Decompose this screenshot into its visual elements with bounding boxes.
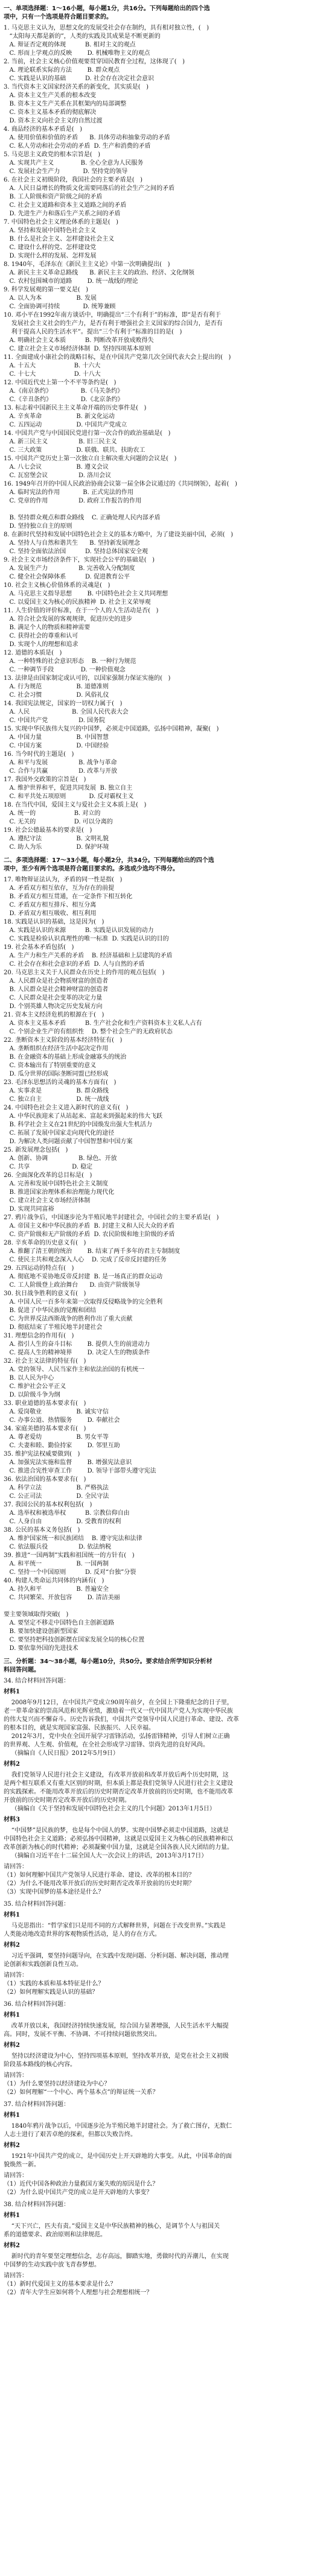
text-line: 老一辈革命家的崇高风范和光辉业绩，激励着一代又一代中国共产党人为实现中华民族 [4, 1708, 233, 1715]
text-line: C. 资本输出有了特别重要的意义 [4, 1062, 97, 1069]
section-heading: 项中，至少有两个选项是符合题目要求的。多选或少选均不得分。 [4, 866, 179, 872]
text-line: A. 党的领导、人民当家作主和依法治国的有机统一 [4, 1366, 145, 1373]
text-line: C. 社会习惯 D. 风俗礼仪 [4, 692, 109, 699]
text-line: D. 实现共同富裕 [4, 1206, 54, 1213]
text-line: D. 坚持独立自主的原则 [4, 523, 72, 530]
text-line: C. 夫妻和睦、勤俭持家 D. 邻里互助 [4, 1442, 120, 1449]
text-line: 利于提高人民的生活水平”。提出“三个有利于”标准的目的是( ) [4, 329, 182, 335]
text-line: A. 垄断组织在经济生活中起决定作用 [4, 1045, 109, 1052]
text-line: A. 一种特殊的社会意识形态 B. 一种行为规范 [4, 658, 136, 665]
text-line: A. 行为规范 B. 道德准则 [4, 684, 109, 690]
text-line: 15. 实现中华民族伟大复兴的中国梦，必须走中国道路，弘扬中国精神，凝聚( ) [4, 726, 219, 732]
text-line: A. 矛盾双方相互依存，互为存在的前提 [4, 885, 115, 892]
section-heading: 料回答问题。 [4, 1667, 40, 1673]
text-line: 11. 人生价值的评价标准，在于一个人的人生活动是否( ) [4, 608, 159, 614]
text-line: A. 统一的 B. 对立的 [4, 810, 101, 817]
text-line: A. 坚持和发展中国特色社会主义 [4, 227, 97, 234]
text-line: A. 科学立法 B. 严格执法 [4, 1485, 109, 1491]
text-line: D. 彻底结束了半殖民地半封建社会 [4, 1324, 103, 1331]
text-line: C. 农村包围城市的道路 D. 统一战线的理论 [4, 278, 138, 285]
text-line: C. 助人为乐 D. 保护环境 [4, 844, 109, 851]
section-heading: 一、单项选择题：1～16小题，每小题1分，共16分。下列每题给出的四个选 [4, 5, 210, 12]
text-line: A. 创新、协调 B. 绿色、开放 [4, 1155, 117, 1162]
text-line: 19. 社会公德最基本的要求是( ) [4, 827, 92, 834]
text-line: 17. 我国外交政策的宗旨是( ) [4, 776, 86, 783]
text-line: C. 建立社会主义市场经济体制 [4, 1198, 91, 1204]
text-line: 1. 马克思主义认为，思想文化的发展受社会存在制约，具有相对独立性，( ) [4, 25, 209, 31]
text-line: B. 矛盾双方相互贯通，在一定条件下相互转化 [4, 893, 133, 900]
text-line: 新时代的青年要坚定理想信念，志存高远，脚踏实地，勇做时代的弄潮儿，在实现 [4, 2253, 229, 2260]
text-line: A. 八七会议 B. 遵义会议 [4, 464, 109, 471]
text-line: D. 先进生产力和落后生产关系之间的矛盾 [4, 211, 121, 217]
text-line: 35. 维护宪法权威要做到( ) [4, 1451, 80, 1458]
text-line: （摘编自习近平在十二届全国人大一次会议上的讲话，2013年3月17日） [4, 1853, 208, 1859]
text-line: C. 人民群众是社会变革的决定力量 [4, 995, 103, 1001]
text-line: A. 以人为本 B. 发展 [4, 295, 97, 302]
text-line: A. 人民日益增长的物质文化需要同落后的社会生产之间的矛盾 [4, 185, 175, 192]
text-line: 要主要领域取得突破( ) [4, 1611, 69, 1618]
text-line: 14. 中国共产党与中国国民党进行第一次合作的政治基础是( ) [4, 430, 171, 437]
text-line: 37. 我国公民的基本权利包括( ) [4, 1502, 92, 1508]
text-line: C. 拓展了发展中国家走向现代化的途径 [4, 1130, 115, 1137]
text-line: 2008年9月12日，在中国共产党成立90周年前夕，在全国上下隆重纪念的日子里， [4, 1699, 233, 1706]
text-line: 8. 在新时代坚持和发展中国特色社会主义的基本方略中，为了建设美丽中国，必须( ) [4, 531, 234, 538]
text-line: 坚持以经济建设为中心，坚持四项基本原则，坚持改革开放，是党在社会主义初级 [4, 2053, 229, 2060]
text-line: A. 爱岗敬业 B. 诚实守信 [4, 1409, 109, 1415]
text-line: D. 要依靠外国的先进技术 [4, 1645, 78, 1652]
text-line: 开放前的历史时期否定改革开放后的历史时期。 [4, 1797, 130, 1804]
section-heading: 三、分析题：34～38小题，每小题10分，共50分。要求结合所学知识分析材 [4, 1658, 212, 1665]
text-line: C. 资产阶级和无产阶级的矛盾 D. 农民阶级和地主阶级的矛盾 [4, 1231, 175, 1238]
text-line: B. 什么是社会主义、怎样建设社会主义 [4, 236, 115, 243]
text-line: “天下兴亡，匹夫有责。”爱国主义是中华民族精神的核心，是调节个人与祖国关 [4, 2223, 220, 2230]
text-line: C. 实践是认识的基础 D. 社会存在决定社会意识 [4, 75, 154, 82]
text-line: D. 实现什么样的发展、怎样发展 [4, 253, 97, 259]
text-line: 26. 全面深化改革的总目标是( ) [4, 1172, 92, 1179]
text-line: （1）如何理解中国共产党领导人民进行革命、建设、改革的根本目的？ [4, 1872, 195, 1879]
text-line: C. 党章的作用 D. 政府工作报告的作用 [4, 498, 142, 504]
text-line: A. 理论联系实际的方法 B. 群众观点 [4, 67, 120, 74]
text-line: B. 科学社会主义在21世纪的中国焕发出强大生机活力 [4, 1121, 152, 1128]
text-line: C. 社会存在和社会意识的矛盾 D. 人与自然的矛盾 [4, 961, 145, 968]
text-line: 20. 马克思主义关于人民群众在历史上的作用的观点包括( ) [4, 969, 165, 976]
text-line: 31. 理想信念的作用有( ) [4, 1333, 74, 1339]
text-line: 12. 道德的本质是( ) [4, 650, 62, 656]
text-line: A. 完善和发展中国特色社会主义制度 [4, 1181, 109, 1187]
text-line: C. 实践是检验认识真理性的唯一标准 D. 实践是认识的目的 [4, 936, 169, 942]
text-line: （2）如何理解“一个中心、两个基本点”的辩证统一关系？ [4, 2089, 159, 2096]
material-label: 材料2 [4, 2142, 20, 2149]
text-line: 1921年中国共产党的成立，是中国历史上开天辟地的大事变。从此，中国革命的面 [4, 2153, 232, 2160]
text-line: A. 符合社会发展的客观规律，促进历史的进步 [4, 616, 133, 623]
text-line: 中国特色社会主义道路；必须弘扬中国精神，这就是以爱国主义为核心的民族精神和以 [4, 1836, 233, 1842]
text-line: C. 维护社会公平正义 [4, 1383, 66, 1390]
material-label: 材料2 [4, 2242, 20, 2249]
section-heading: 二、多项选择题：17～33小题，每小题2分，共34分。下列每题给出的四个选 [4, 857, 214, 864]
text-line: C. 个别企业生产的有组织性 D. 整个社会生产的无政府状态 [4, 1029, 173, 1035]
text-line: A. 中国人民一百多年来第一次取得反侵略战争的完全胜利 [4, 1299, 163, 1305]
text-line: （3）实现中国梦的基本途径是什么？ [4, 1889, 104, 1896]
text-line: 16. 当今时代的主题是( ) [4, 751, 74, 758]
text-line: 10. 社会主义核心价值体系的灵魂是( ) [4, 582, 110, 589]
text-line: A. 指引人生的奋斗目标 B. 提供人生的前进动力 [4, 1341, 150, 1348]
text-line: A. 实践是认识的来源 B. 实践是认识发展的动力 [4, 927, 154, 934]
text-line: C. 要坚持把科技创新摆在国家发展全局的核心位置 [4, 1637, 145, 1643]
text-line: 18. 在当代中国，爱国主义与爱社会主义本质上是( ) [4, 802, 147, 808]
text-line: D. 个别英雄人物决定历史发展方向 [4, 1003, 103, 1010]
text-line: 是两个相互联系又有重大区别的时期，但本质上都是我们党领导人民进行社会主义建设 [4, 1780, 233, 1787]
material-label: 材料3 [4, 1816, 20, 1823]
text-line: （2）为什么不能用改革开放后的历史时期否定改革开放前的历史时期？ [4, 1880, 195, 1887]
text-line: 40. 构建人类命运共同体的内涵有( ) [4, 1578, 104, 1584]
text-line: 7. 中国特色社会主义理论体系的主题是( ) [4, 219, 119, 226]
text-line: 2. 当前，社会主义核心价值观要贯穿国民教育全过程，这体现了( ) [4, 59, 185, 65]
text-line: C. 社会主义道路和资本主义道路之间的矛盾 [4, 202, 127, 209]
text-line: C. 全面协调可持续 D. 统筹兼顾 [4, 303, 116, 310]
text-line: A. 使用价值和价值的矛盾 B. 具体劳动和抽象劳动的矛盾 [4, 135, 170, 141]
text-line: C. 人身自由 D. 受教育的权利 [4, 1518, 121, 1525]
text-line: （1）新时代爱国主义的基本要求是什么？ [4, 2281, 117, 2288]
text-line: （2）为什么说中国共产党的成立是开天辟地的大事变？ [4, 2189, 153, 2196]
text-line: C. 健全社会保障体系 D. 促进教育公平 [4, 574, 130, 580]
text-line: 18. 实践是认识的基础，这是因为( ) [4, 919, 104, 925]
text-line: C. 使民主共和观念深入人心 D. 完成了反帝反封建的任务 [4, 1257, 167, 1263]
text-line: 38. 公民的基本义务包括( ) [4, 1527, 80, 1534]
text-line: 请回答： [4, 2172, 28, 2179]
text-line: 35. 结合材料回答问题： [4, 1901, 70, 1908]
text-line: C. 办事公道、热情服务 D. 奉献社会 [4, 1417, 120, 1424]
text-line: A. 实现共产主义 B. 全心全意为人民服务 [4, 160, 144, 167]
text-line: A. 十五大 B. 十六大 [4, 363, 101, 369]
text-line: 请回答： [4, 1864, 28, 1870]
material-label: 材料1 [4, 2212, 20, 2219]
material-label: 材料1 [4, 2012, 20, 2019]
text-line: 的实践探索。不能用改革开放后的历史时期否定改革开放前的历史时期，也不能用改革 [4, 1789, 233, 1795]
text-line: 9. 科学发展观的第一要义是( ) [4, 287, 89, 293]
text-line: C. 建立社会主义市场经济体制 D. 坚持四项基本原则 [4, 346, 151, 352]
text-line: C. 共同繁荣、开放包容 D. 清洁美丽 [4, 1594, 120, 1601]
text-line: A. 彻底地不妥协地反帝反封建 B. 是一场真正的群众运动 [4, 1274, 163, 1280]
text-line: A. 发展生产力 B. 完善收入分配制度 [4, 565, 135, 572]
text-line: 15. 中国共产党历史上第一次独立自主解决重大问题的会议是( ) [4, 455, 177, 462]
text-line: A. 辩证否定观的体现 B. 相对主义的观点 [4, 42, 136, 48]
text-line: 13. 标志着中国新民主主义革命开端的历史事件是( ) [4, 405, 147, 411]
text-line: D. 瓜分世界的国际垄断同盟已经形成 [4, 1071, 109, 1077]
text-line: 23. 毛泽东思想活的灵魂的基本方面有( ) [4, 1079, 117, 1086]
text-line: A.《南京条约》 B.《马关条约》 [4, 388, 124, 395]
text-line: C. 瓦窑堡会议 D. 洛川会议 [4, 472, 112, 479]
text-line: A. 资本主义生产关系的根本改变 [4, 92, 97, 99]
text-line: 请回答： [4, 2072, 28, 2079]
text-line: C. 提高人生的精神境界 D. 决定人生的物质条件 [4, 1350, 150, 1356]
text-line: 习近平强调，要坚持问题导向，在实践中发现问题、分析问题、解决问题，推动理 [4, 1953, 229, 1959]
text-line: D. 为解决人类问题贡献了中国智慧和中国方案 [4, 1138, 133, 1145]
text-line: 马克思指出：“哲学家们只是用不同的方式解释世界，问题在于改变世界。”实践是 [4, 1923, 226, 1929]
text-line: C. 坚持一个中国原则 D. 反对“台独”分裂 [4, 1569, 136, 1576]
text-line: A. 临时宪法的作用 B. 正式宪法的作用 [4, 489, 133, 496]
text-line: A. 实事求是 B. 群众路线 [4, 1088, 109, 1094]
text-line: 16. 1949年召开的中国人民政治协商会议第一届全体会议通过的《共同纲领》，起着( ) [4, 481, 237, 487]
text-line: D. 矛盾双方相互吸收、相互利用 [4, 910, 97, 917]
text-line: A. 坚持人与自然和谐共生 B. 坚持新发展理念 [4, 540, 140, 547]
text-line: （2）青年大学生应如何将个人理想与社会理想相统一？ [4, 2289, 153, 2296]
text-line: 39. 推进“一国两制”实践和祖国统一的方针有( ) [4, 1552, 135, 1559]
text-line: B. 满足个人的物质和精神需要 [4, 624, 91, 631]
text-line: A. 辛亥革命 B. 新文化运动 [4, 413, 115, 420]
text-line: A. 加强宪法实施和监督 B. 增强宪法意识 [4, 1459, 132, 1466]
text-line: （1）实践的本质和基本特征是什么？ [4, 1981, 104, 1987]
text-line: A. 人民 B. 全国人民代表大会 [4, 709, 129, 715]
text-line: C. 推进合宪性审查工作 D. 领导干部带头遵守宪法 [4, 1468, 156, 1474]
text-line: 改革开放以来，我国经济持续快速发展，综合国力显著增强，人民生活水平大幅提 [4, 2023, 229, 2029]
material-label: 材料1 [4, 1912, 20, 1918]
text-line: 的伟大复兴而不懈奋斗。历史告诉我们，中国共产党领导中国人民进行革命、建设、改革 [4, 1716, 239, 1723]
text-line: A. 和平与发展 B. 战争与革命 [4, 760, 117, 766]
text-line: 29. 五四运动的特点有( ) [4, 1265, 74, 1272]
text-line: B. 在金融资本的基础上形成金融寡头的统治 [4, 1054, 127, 1061]
text-line: 5. 马克思主义政党的根本宗旨是( ) [4, 151, 101, 158]
text-line: C. 发展社会生产力 D. 坚持党的领导 [4, 168, 128, 175]
text-line: （2）如何理解实践是认识的基础？ [4, 1989, 98, 1996]
text-line: 33. 职业道德的基本要求有( ) [4, 1400, 86, 1407]
text-line: A. 中华民族迎来了从站起来、富起来到强起来的伟大飞跃 [4, 1113, 163, 1120]
text-line: D. 实现个人的理想和追求 [4, 641, 78, 648]
text-line: （摘编自《人民日报》2012年5月9日） [4, 1750, 119, 1757]
text-line: B. 推进国家治理体系和治理能力现代化 [4, 1189, 115, 1196]
text-line: 10. 邓小平在1992年南方谈话中，明确提出“三个有利于”的标准，即“是否有利于 [4, 312, 221, 319]
text-line: 34. 家庭美德的基本要求有( ) [4, 1426, 86, 1432]
text-line: 24. 中国特色社会主义进入新时代的意义有( ) [4, 1105, 129, 1111]
material-label: 材料1 [4, 1689, 20, 1695]
text-line: 3. 当代资本主义国家经济关系的新变化，其实质是( ) [4, 84, 149, 90]
text-line: C.《辛丑条约》 D.《北京条约》 [4, 396, 124, 403]
text-line: 人类能动地改造世界的客观物质性活动，是人的存在方式。 [4, 1931, 161, 1938]
text-line: C. 私人劳动和社会劳动的矛盾 D. 生产和消费的矛盾 [4, 143, 151, 150]
text-line: C. 五四运动 D. 中国共产党成立 [4, 422, 127, 428]
text-line: “中国梦”是民族的梦，也是每个中国人的梦。实现中国梦必须走中国道路，这就是 [4, 1827, 229, 1834]
text-line: 2012年3月，党中央在全国开展学习雷锋活动，弘扬雷锋精神，引导人们树立正确 [4, 1733, 230, 1740]
text-line: C. 一种调节手段 D. 一种价值观念 [4, 667, 126, 673]
text-line: 22. 垄断资本主义阶段的基本经济特征有( ) [4, 1037, 123, 1044]
text-line: A. 遵纪守法 B. 文明礼貌 [4, 836, 109, 842]
text-line: 37. 结合材料回答问题： [4, 2101, 70, 2108]
text-line: 19. 社会基本矛盾包括( ) [4, 944, 74, 951]
text-line: C. 和平共处五项原则 D. 反对霸权主义 [4, 793, 134, 800]
text-line: A. 帝国主义和中华民族的矛盾 B. 封建主义和人民大众的矛盾 [4, 1223, 175, 1229]
text-line: C. 无关的 D. 可以分离的 [4, 819, 113, 825]
text-line: 1840年鸦片战争以后，中国逐步沦为半殖民地半封建社会。为了救亡图存，无数仁 [4, 2123, 232, 2130]
text-line: D. 以阶级斗争为纲 [4, 1392, 60, 1398]
text-line: 的世界观、人生观、价值观，在全社会形成学习雷锋、崇尚先进的良好风尚。 [4, 1742, 209, 1748]
text-line: C. 工人阶级登上政治舞台 D. 由资产阶级领导 [4, 1282, 141, 1289]
text-line: C. 形而上学观点的反映 D. 机械唯物主义的观点 [4, 50, 150, 57]
text-line: 11. 全面建成小康社会的战略目标，是在中国共产党第几次全国代表大会上提出的( ) [4, 354, 231, 361]
text-line: 12. 中国近代史上第一个不平等条约是( ) [4, 379, 117, 386]
text-line: 请回答： [4, 1972, 28, 1979]
text-line: 人志士进行了艰苦卓绝的探索，但都以失败告终。 [4, 2131, 136, 2138]
text-line: A. 维护国家统一和民族团结 B. 遵守宪法和法律 [4, 1535, 142, 1542]
text-line: 17. 唯物辩证法认为，矛盾的同一性是指( ) [4, 877, 123, 883]
material-label: 材料2 [4, 2042, 20, 2049]
text-line: C. 中国共产党 D. 国务院 [4, 717, 106, 724]
text-line: D. 资本主义向社会主义的自然过渡 [4, 118, 103, 124]
text-line: 中国梦的生动实践中放飞青春梦想。 [4, 2262, 100, 2268]
text-line: 貌焕然一新。 [4, 2162, 40, 2168]
text-line: 9. 社会主义市场经济条件下，实现社会公平的基础是( ) [4, 557, 155, 563]
text-line: B. 以人民为中心 [4, 1375, 54, 1382]
text-line: B. 坚持群众观点和群众路线 C. 正确处理人民内部矛盾 [4, 515, 161, 521]
text-line: 的根本目的，就是实现国家富强、民族振兴、人民幸福。 [4, 1725, 155, 1731]
text-line: A. 选举权和被选举权 B. 宗教信仰自由 [4, 1510, 130, 1517]
text-line: 36. 结合材料回答问题： [4, 2001, 70, 2008]
text-line: 请回答： [4, 2273, 28, 2279]
text-line: 32. 社会主义法律的特征有( ) [4, 1358, 86, 1365]
text-line: C. 公正司法 D. 全民守法 [4, 1493, 109, 1500]
text-line: A. 尊老爱幼 B. 男女平等 [4, 1434, 109, 1441]
text-line: C. 中国方案 D. 中国经验 [4, 743, 109, 749]
text-line: B. 促进了中华民族的觉醒和团结 [4, 1307, 97, 1314]
text-line: B. 要加快建设创新型国家 [4, 1628, 78, 1635]
text-line: C. 三大政策 D. 联俄、联共、扶助农工 [4, 447, 145, 454]
text-line: 6. 在社会主义初级阶段，我国社会的主要矛盾是( ) [4, 177, 143, 183]
text-line: 30. 抗日战争胜利的意义有( ) [4, 1290, 86, 1297]
text-line: A. 维护世界和平，促进共同发展 B. 独立自主 [4, 785, 133, 792]
text-line: B. 人民群众是社会精神财富的创造者 [4, 986, 109, 993]
text-line: C. 获得社会的尊重和认可 [4, 633, 78, 639]
text-line: 我们党领导人民进行社会主义建设，有改革开放前和改革开放后两个历史时期，这 [4, 1772, 229, 1778]
text-line: C. 为世界反法西斯战争的胜利作出了重大贡献 [4, 1316, 133, 1322]
text-line: C. 共享 D. 稳定 [4, 1164, 93, 1170]
text-line: 14. 我国宪法规定，国家的一切权力属于( ) [4, 700, 123, 707]
text-line: B. 资本主义生产关系在其框架内的局部调整 [4, 101, 127, 107]
text-line: 高。同时，发展不平衡、不协调、不可持续问题依然突出。 [4, 2031, 161, 2038]
text-line: 25. 新发展理念包括( ) [4, 1147, 68, 1153]
text-line: B. 工人阶级和资产阶级之间的矛盾 [4, 194, 103, 200]
text-line: 系的道德要求、政治原则和法律规范。 [4, 2232, 106, 2238]
text-line: 28. 辛亥革命的历史意义有( ) [4, 1240, 86, 1246]
text-line: A. 资本主义基本矛盾 B. 生产社会化和生产资料资本主义私人占有 [4, 1020, 202, 1027]
text-line: C. 资本主义基本矛盾的彻底解决 [4, 109, 97, 116]
text-line: 4. 商品经济的基本矛盾是( ) [4, 126, 83, 133]
text-line: C. 坚持全面依法治国 D. 坚持总体国家安全观 [4, 548, 148, 555]
text-line: “太阳每天都是新的”，人类的实践及其成果是不断更新的 [4, 33, 161, 40]
material-label: 材料2 [4, 1761, 20, 1768]
text-line: （1）为什么要坚持以经济建设为中心？ [4, 2081, 110, 2087]
text-line: A. 要坚定不移走中国特色自主创新道路 [4, 1620, 115, 1626]
section-heading: 项中，只有一个选项是符合题目要求的。 [4, 14, 112, 21]
text-line: A. 中国力量 B. 中国智慧 [4, 734, 109, 741]
text-line: C. 合作与共赢 D. 改革与开放 [4, 768, 118, 775]
text-line: C. 建设什么样的党、怎样建设党 [4, 244, 97, 251]
material-label: 材料2 [4, 1942, 20, 1949]
text-line: A. 持久和平 B. 普遍安全 [4, 1586, 109, 1593]
text-line: C. 依法服兵役 D. 依法纳税 [4, 1544, 112, 1550]
text-line: 38. 结合材料回答问题： [4, 2201, 70, 2208]
text-line: A. 人民群众是社会物质财富的创造者 [4, 978, 109, 985]
text-line: 27. 鸦片战争后，中国逐步沦为半殖民地半封建社会，中国社会的主要矛盾是( ) [4, 1214, 219, 1221]
text-line: C. 十七大 D. 十八大 [4, 371, 101, 378]
text-line: 改革创新为核心的时代精神；必须凝聚中国力量，这就是全国各族人民大团结的力量。 [4, 1844, 233, 1851]
text-line: A. 明确社会主义本质 B. 判断改革开放成败得失 [4, 337, 154, 344]
text-line: 发展社会主义社会的生产力，是否有利于增强社会主义国家的综合国力，是否有 [4, 320, 223, 327]
text-line: 21. 资本主义经济危机的根源在于( ) [4, 1012, 104, 1018]
text-line: A. 新民主主义革命总路线 B. 新民主主义的政治、经济、文化纲领 [4, 270, 194, 276]
text-line: 36. 依法治国的基本要求有( ) [4, 1476, 86, 1483]
text-line: 8. 1940年，毛泽东在《新民主主义论》中第一次明确提出( ) [4, 261, 170, 268]
text-line: 13. 法律是由国家制定或认可的，以国家强制力保证实施的( ) [4, 675, 171, 682]
text-line: 阶段基本路线的核心内容。 [4, 2061, 76, 2068]
text-line: （1）近代中国各种政治力量救国方案失败的原因是什么？ [4, 2181, 159, 2187]
text-line: C. 以爱国主义为核心的民族精神 D. 社会主义荣辱观 [4, 599, 151, 606]
text-line: C. 独立自主 D. 统一战线 [4, 1096, 109, 1103]
text-line: A. 推翻了清王朝的统治 B. 结束了两千多年的君主专制制度 [4, 1248, 180, 1255]
text-line: C. 矛盾双方相互排斥、相互分离 [4, 902, 97, 909]
text-line: A. 马克思主义指导思想 B. 中国特色社会主义共同理想 [4, 591, 168, 597]
text-line: A. 和平统一 B. 一国两制 [4, 1561, 109, 1567]
text-line: （摘编自《关于坚持和发展中国特色社会主义的几个问题》2013年1月5日） [4, 1806, 215, 1812]
text-line: 论创新和实践创新良性互动。 [4, 1961, 82, 1968]
text-line: A. 新三民主义 B. 旧三民主义 [4, 439, 117, 445]
text-line: 34. 结合材料回答问题： [4, 1678, 70, 1684]
text-line: A. 生产力和生产关系的矛盾 B. 经济基础和上层建筑的矛盾 [4, 953, 173, 959]
material-label: 材料1 [4, 2112, 20, 2119]
